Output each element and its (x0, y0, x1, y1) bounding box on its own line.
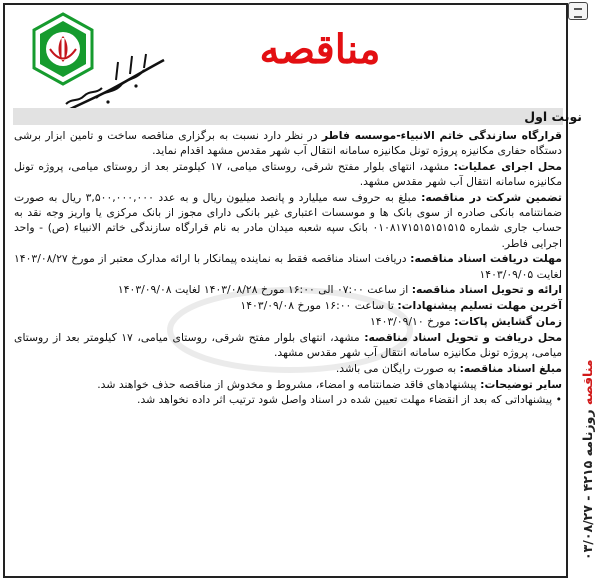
side-caption (580, 359, 595, 560)
last-paragraph (14, 298, 562, 313)
last-label: آخرین مهلت تسلیم پیشنهادات: (397, 299, 562, 313)
last-text: تا ساعت ۱۶:۰۰ مورخ ۱۴۰۳/۰۹/۰۸ (240, 299, 398, 313)
site-paragraph (14, 159, 562, 189)
price-text: به صورت رایگان می باشد. (335, 361, 460, 375)
note-1: پیشنهادهای فاقد ضمانتنامه و امضاء، مشروط و مخدوش از مناقصه حذف خواهند شد. (97, 377, 477, 391)
deadline-label: مهلت دریافت اسناد مناقصه: (410, 252, 562, 266)
note-2: پیشنهاداتی که بعد از انقضاء مهلت تعیین شده در اسناد واصل شود ترتیب اثر داده نخواهد شد. (137, 393, 553, 407)
deadline-text: دریافت اسناد مناقصه فقط به نماینده پیمانکار با ارائه مدارک معتبر از مورخ ۱۴۰۳/۰۸/۲۷ لغایت ۱۴۰۳/۰۹/۰۵ (14, 252, 562, 281)
price-paragraph (14, 361, 562, 376)
notice-label: نوبت اول (524, 109, 582, 124)
submit-paragraph (14, 282, 562, 297)
open-paragraph (14, 314, 562, 329)
intro-text: در نظر دارد نسبت به برگزاری مناقصه ساخت و تامین ابزار برشی دستگاه حفاری مکانیزه پروژه تونل مکانیزه سامانه انتقال آب شهر مقدس مشهد اقدام نماید. (14, 129, 562, 158)
side-strip (570, 60, 595, 580)
price-label: مبلغ اسناد مناقصه: (459, 361, 562, 375)
place-text: مشهد، انتهای بلوار مفتح شرقی، روستای میامی، ۱۷ کیلومتر بعد از روستای میامی، پروژه تونل مکانیزه سامانه انتقال آب شهر مقدس مشهد. (14, 330, 562, 359)
place-label: محل دریافت و تحویل اسناد مناقصه: (364, 330, 563, 344)
other-label: سایر توضیحات: (480, 377, 562, 391)
guarantee-text: مبلغ به حروف سه میلیارد و پانصد میلیون ریال و به عدد ۳,۵۰۰,۰۰۰,۰۰۰ ریال به صورت ضمانتنامه بانکی صادره از سوی بانک ها و موسسات اعتباری غیر بانکی دارای مجوز از بانک مرکزی یا واریز وجه نقد به حساب جاری شماره ۰۱۰۸۱۷۱۵۱۵۱۵۱۵۱۵ بانک سپه شعبه میدان مادر به نام قرارگاه سازندگی خاتم الانبیاء (ص) - واحد اجرایی فاطر. (14, 191, 562, 250)
menu-toggle-icon[interactable] (568, 2, 588, 20)
submit-text: از ساعت ۰۷:۰۰ الی ۱۶:۰۰ مورخ ۱۴۰۳/۰۸/۲۸ لغایت ۱۴۰۳/۰۹/۰۸ (117, 283, 412, 297)
open-label: زمان گشایش پاکات: (454, 315, 562, 328)
other-paragraph (14, 377, 562, 392)
notice-bar (13, 108, 563, 125)
submit-label: ارائه و تحویل اسناد مناقصه: (411, 283, 562, 297)
page-title: مناقصه (259, 26, 381, 73)
side-brand: مناقصه (580, 359, 595, 406)
guarantee-label: تضمین شرکت در مناقصه: (421, 191, 562, 204)
site-label: محل اجرای عملیات: (453, 160, 562, 173)
deadline-paragraph (14, 251, 562, 281)
open-text: مورخ ۱۴۰۳/۰۹/۱۰ (369, 315, 455, 328)
guarantee-paragraph (14, 190, 562, 251)
place-paragraph (14, 330, 562, 360)
intro-paragraph (14, 128, 562, 158)
ad-body (14, 128, 562, 408)
side-paper: روزنامه (580, 409, 595, 457)
note-2-paragraph: • پیشنهاداتی که بعد از انقضاء مهلت تعیین شده در اسناد واصل شود ترتیب اثر داده نخواهد شد. (137, 393, 562, 407)
side-date: ۰۳/۰۸/۲۷ - ۴۲۱۵ (580, 460, 595, 560)
org-name: قرارگاه سازندگی خاتم الانبیاء-موسسه فاطر (321, 129, 562, 142)
site-text: مشهد، انتهای بلوار مفتح شرقی، روستای میامی، ۱۷ کیلومتر بعد از روستای میامی، پروژه تونل مکانیزه سامانه انتقال آب شهر مقدس مشهد. (14, 160, 562, 189)
